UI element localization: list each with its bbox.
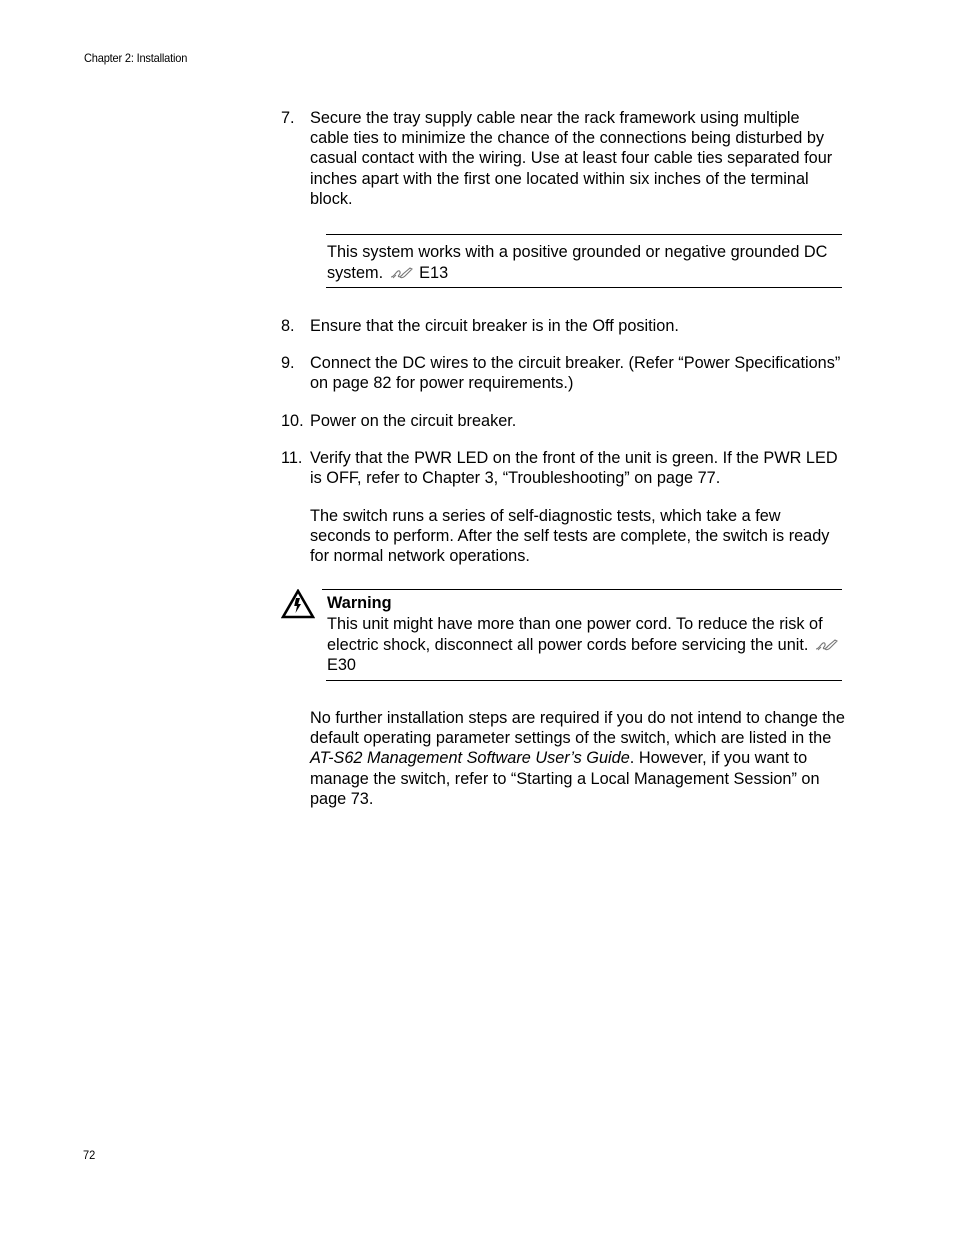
step-number: 7. bbox=[281, 109, 295, 127]
pen-icon bbox=[815, 638, 838, 651]
step-number: 9. bbox=[281, 354, 295, 372]
note-top-rule bbox=[326, 234, 842, 235]
warning-title: Warning bbox=[327, 594, 392, 612]
self-test-paragraph: The switch runs a series of self-diagnostic tests, which take a few seconds to perform. After the self tests are complete, the switch is ready for normal network operations. bbox=[310, 507, 830, 566]
step-text: Secure the tray supply cable near the rack framework using multiple cable ties to minimize the chance of the connections being disturbed by casual contact with the wiring. Use at least four cable ties separated four inches apart with the first one located within six inches of the terminal block. bbox=[310, 109, 833, 208]
note-text: This system works with a positive grounded or negative grounded DC system. bbox=[327, 243, 828, 282]
note-bottom-rule bbox=[326, 287, 842, 288]
step-number: 10. bbox=[281, 412, 304, 430]
closing-paragraph bbox=[310, 708, 845, 809]
step-text: Ensure that the circuit breaker is in the Off position. bbox=[310, 317, 679, 335]
step-text: Verify that the PWR LED on the front of the unit is green. If the PWR LED is OFF, refer to Chapter 3, “Troubleshooting” on page 77. bbox=[310, 449, 838, 488]
step-number: 11. bbox=[281, 449, 303, 467]
warning-text: This unit might have more than one power cord. To reduce the risk of electric shock, disconnect all power cords before servicing the unit. bbox=[327, 615, 823, 654]
step-10 bbox=[281, 411, 841, 433]
note bbox=[327, 242, 842, 284]
warning-bottom-rule bbox=[326, 680, 842, 681]
running-header: Chapter 2: Installation bbox=[84, 51, 188, 65]
step-text: Connect the DC wires to the circuit breaker. (Refer “Power Specifications” on page 82 for power requirements.) bbox=[310, 354, 841, 393]
closing-text-after: . However, if you want to manage the switch, refer to “Starting a Local Management Session” on page 73. bbox=[310, 749, 820, 808]
guide-title: AT-S62 Management Software User’s Guide bbox=[310, 749, 630, 768]
warning-code: E30 bbox=[327, 656, 356, 675]
step-text: Power on the circuit breaker. bbox=[310, 412, 517, 430]
step-9 bbox=[281, 353, 841, 395]
step-8 bbox=[281, 316, 841, 338]
warning-top-rule bbox=[322, 589, 842, 590]
electrical-hazard-icon bbox=[281, 589, 315, 619]
step-7 bbox=[281, 108, 841, 210]
closing-text-before: No further installation steps are required if you do not intend to change the default operating parameter settings of the switch, which are listed in the bbox=[310, 709, 845, 748]
step-number: 8. bbox=[281, 317, 295, 335]
step-11 bbox=[281, 448, 841, 490]
pen-icon bbox=[390, 266, 413, 279]
page-number: 72 bbox=[83, 1148, 96, 1162]
warning-body bbox=[327, 614, 842, 676]
note-code: E13 bbox=[419, 264, 449, 282]
